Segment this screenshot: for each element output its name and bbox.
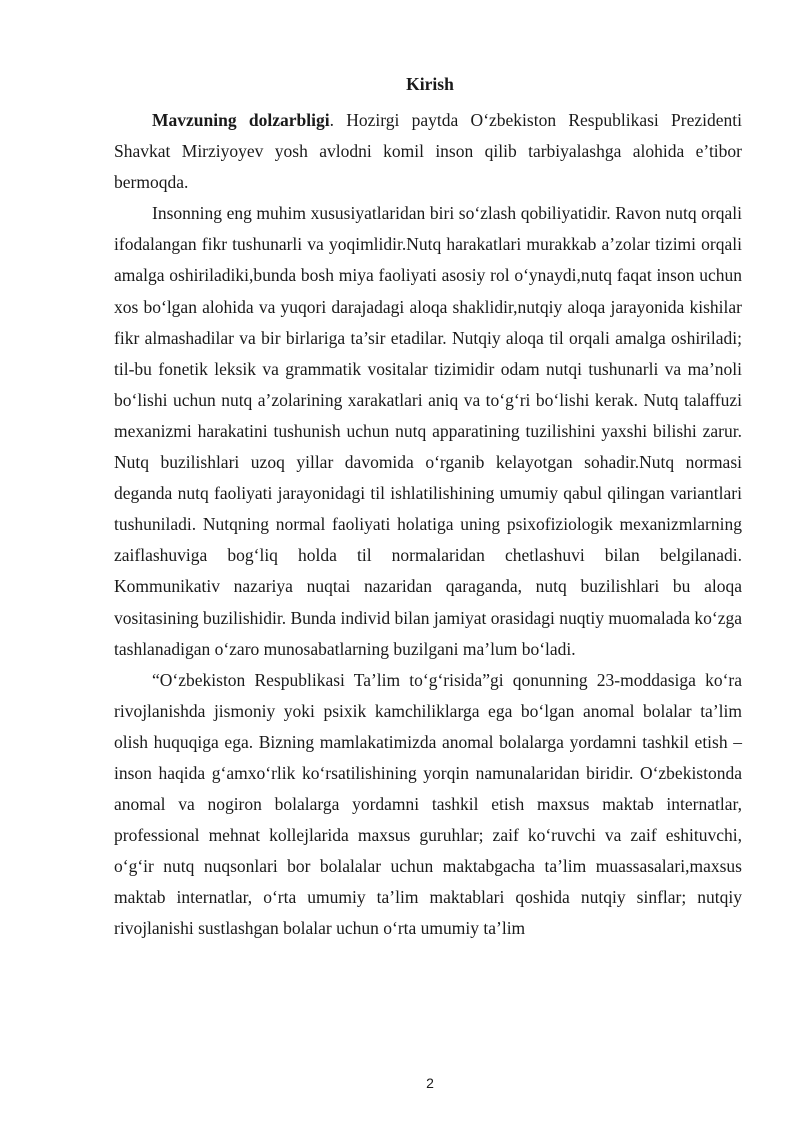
paragraph-text: “O‘zbekiston Respublikasi Ta’lim to‘g‘risida”gi qonunning 23-moddasiga ko‘ra rivojlanishda jismoniy yoki psixik kamchiliklarga ega bo‘lgan anomal bolalar ta’lim olish huquqiga ega. Bizning mamlakatimizda anomal bolalarga yordamni tashkil etish – inson haqida g‘amxo‘rlik ko‘rsatilishining yorqin namunalaridan biridir. O‘zbekistonda anomal va nogiron bolalarga yordamni tashkil etish maxsus maktab internatlar, professional mehnat kollejlarida maxsus guruhlar; zaif ko‘ruvchi va zaif eshituvchi, o‘g‘ir nutq nuqsonlari bor bolalalar uchun maktabgacha ta’lim muassasalari,maxsus maktab internatlar, o‘rta umumiy ta’lim maktablari qoshida nutqiy sinflar; nutqiy rivojlanishi sustlashgan bolalar uchun o‘rta umumiy ta’lim xyxy=(114,669,742,939)
paragraph-text: . Hozirgi paytda O‘zbekiston Respublikasi Prezidenti Shavkat Mirziyoyev yosh avlodni komil inson qilib tarbiyalashga alohida e’tibor bermoqda. xyxy=(114,110,743,193)
page-number: 2 xyxy=(426,1075,434,1091)
paragraph-law xyxy=(114,665,742,945)
paragraph-speech xyxy=(114,198,742,664)
paragraph-relevance xyxy=(114,105,742,198)
paragraph-text: Insonning eng muhim xususiyatlaridan biri so‘zlash qobiliyatidir. Ravon nutq orqali ifodalangan fikr tushunarli va yoqimlidir.Nutq harakatlari murakkab a’zolar tizimi orqali amalga oshiriladiki,bunda bosh miya faoliyati asosiy rol o‘ynaydi,nutq faqat inson uchun xos bo‘lgan alohida va yuqori darajadagi aloqa shaklidir,nutqiy aloqa jarayonida kishilar fikr almashadilar va bir birlariga ta’sir etadilar. Nutqiy aloqa til orqali amalga oshiriladi; til-bu fonetik leksik va grammatik vositalar tizimidir odam nutqi tushunarli va ma’noli bo‘lishi uchun nutq a’zolarining xarakatlari aniq va to‘g‘ri bo‘lishi kerak. Nutq talaffuzi mexanizmi harakatini tushunish uchun nutq apparatining tuzilishini yaxshi bilishi zarur. Nutq buzilishlari uzoq yillar davomida o‘rganib kelayotgan sohadir.Nutq normasi deganda nutq faoliyati jarayonidagi til ishlatilishining umumiy qabul qilingan variantlari tushuniladi. Nutqning normal faoliyati holatiga uning psixofiziologik mexanizmlarning zaiflashuviga bog‘liq holda til normalaridan chetlashuvi bilan belgilanadi. Kommunikativ nazariya nuqtai nazaridan qaraganda, nutq buzilishlari bu aloqa vositasining buzilishidir. Bunda individ bilan jamiyat orasidagi nuqtiy muomalada ko‘zga tashlanadigan o‘zaro munosabatlarning buzilgani ma’lum bo‘ladi. xyxy=(114,203,742,659)
body-text xyxy=(114,105,742,945)
paragraph-lead: Mavzuning dolzarbligi xyxy=(152,110,330,130)
page-title: Kirish xyxy=(406,74,454,94)
